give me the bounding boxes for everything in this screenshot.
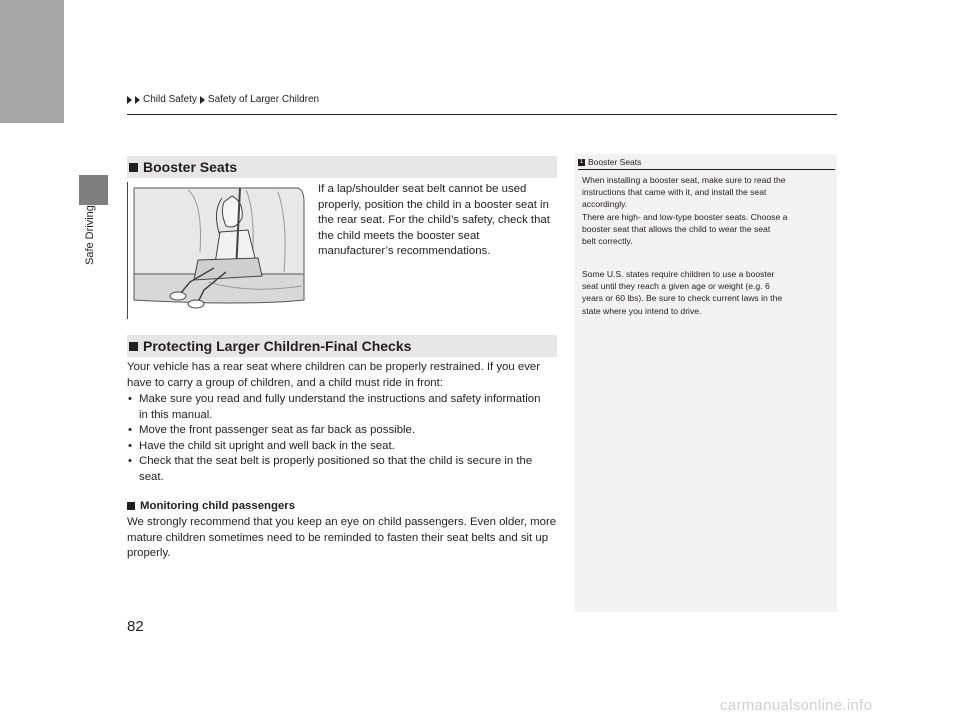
text-line: properly.: [127, 547, 171, 560]
breadcrumb-arrow-icon: [127, 96, 132, 104]
text-line: mature children sometimes need to be reminded to fasten their seat belts and sit up: [127, 531, 549, 544]
breadcrumb-item[interactable]: Child Safety: [143, 94, 197, 105]
text-line: accordingly.: [582, 199, 628, 210]
heading-square-icon: [127, 502, 135, 510]
page-number: 82: [127, 618, 144, 635]
header-rule: [127, 114, 837, 115]
booster-seats-heading: [127, 156, 557, 178]
breadcrumb-arrow-icon: [200, 96, 205, 104]
list-item: [127, 439, 559, 455]
breadcrumb-item[interactable]: Safety of Larger Children: [207, 94, 320, 105]
text-line: the child meets the booster seat: [318, 229, 480, 242]
heading-text: Protecting Larger Children-Final Checks: [143, 338, 412, 354]
heading-square-icon: [129, 163, 138, 172]
heading-text: Booster Seats: [143, 159, 238, 175]
text-line: state where you intend to drive.: [582, 305, 702, 316]
text-line: There are high- and low-type booster seats. Choose a: [582, 211, 788, 222]
chapter-tab: [0, 0, 64, 722]
text-line: booster seat that allows the child to wear the seat: [582, 223, 771, 234]
text-line: Your vehicle has a rear seat where children can be properly restrained. If you ever: [127, 361, 541, 373]
watermark: carmanualsonline.info: [720, 697, 873, 714]
text-line: in this manual.: [139, 408, 213, 421]
text-line: Some U.S. states require children to use a booster: [582, 269, 775, 279]
text-line: • Make sure you read and fully understand the instructions and safety information: [139, 393, 541, 405]
side-note-rule: [578, 169, 835, 170]
final-checks-heading: [127, 335, 557, 357]
booster-seat-illustration: [127, 182, 309, 319]
text-line: We strongly recommend that you keep an eye on child passengers. Even older, more: [127, 516, 557, 528]
text-line: the rear seat. For the child’s safety, check that: [318, 214, 550, 227]
text-line: seat.: [139, 470, 164, 483]
text-line: properly, position the child in a booster seat in: [318, 198, 549, 211]
booster-intro: [318, 182, 563, 260]
text-line: • Move the front passenger seat as far back as possible.: [139, 424, 416, 437]
breadcrumb: [127, 94, 319, 105]
section-label: Safe Driving: [84, 205, 96, 265]
text-line: instructions that came with it, and install the seat: [582, 187, 767, 198]
text-line: years or 60 lbs). Be sure to check current laws in the: [582, 293, 783, 304]
text-line: When installing a booster seat, make sure to read the: [582, 175, 786, 185]
section-tab-marker: [79, 175, 108, 205]
text-line: • Check that the seat belt is properly positioned so that the child is secure in the: [139, 455, 533, 468]
heading-square-icon: [129, 342, 138, 351]
breadcrumb-arrow-icon: [135, 96, 140, 104]
monitoring-text: [127, 515, 567, 562]
text-line: belt correctly.: [582, 236, 633, 247]
text-line: have to carry a group of children, and a child must ride in front:: [127, 376, 443, 389]
heading-text: Monitoring child passengers: [140, 500, 296, 512]
side-note-title: [578, 157, 641, 167]
final-checks-list: [127, 392, 559, 486]
chapter-tab-block: [0, 0, 64, 123]
note-title-text: Booster Seats: [588, 157, 642, 167]
text-line: If a lap/shoulder seat belt cannot be used: [318, 183, 527, 195]
text-line: seat until they reach a given age or weight (e.g. 6: [582, 281, 770, 292]
note-badge-icon: 1: [579, 159, 584, 165]
final-checks-intro: [127, 360, 567, 391]
side-note-para2: [582, 268, 832, 317]
child-in-booster-icon: [128, 182, 309, 319]
side-note-para1: [582, 174, 832, 247]
list-item: [127, 454, 559, 485]
text-line: • Have the child sit upright and well back in the seat.: [139, 439, 395, 452]
list-item: [127, 392, 559, 423]
monitoring-heading: [127, 500, 295, 512]
list-item: [127, 423, 559, 439]
text-line: manufacturer’s recommendations.: [318, 245, 491, 258]
